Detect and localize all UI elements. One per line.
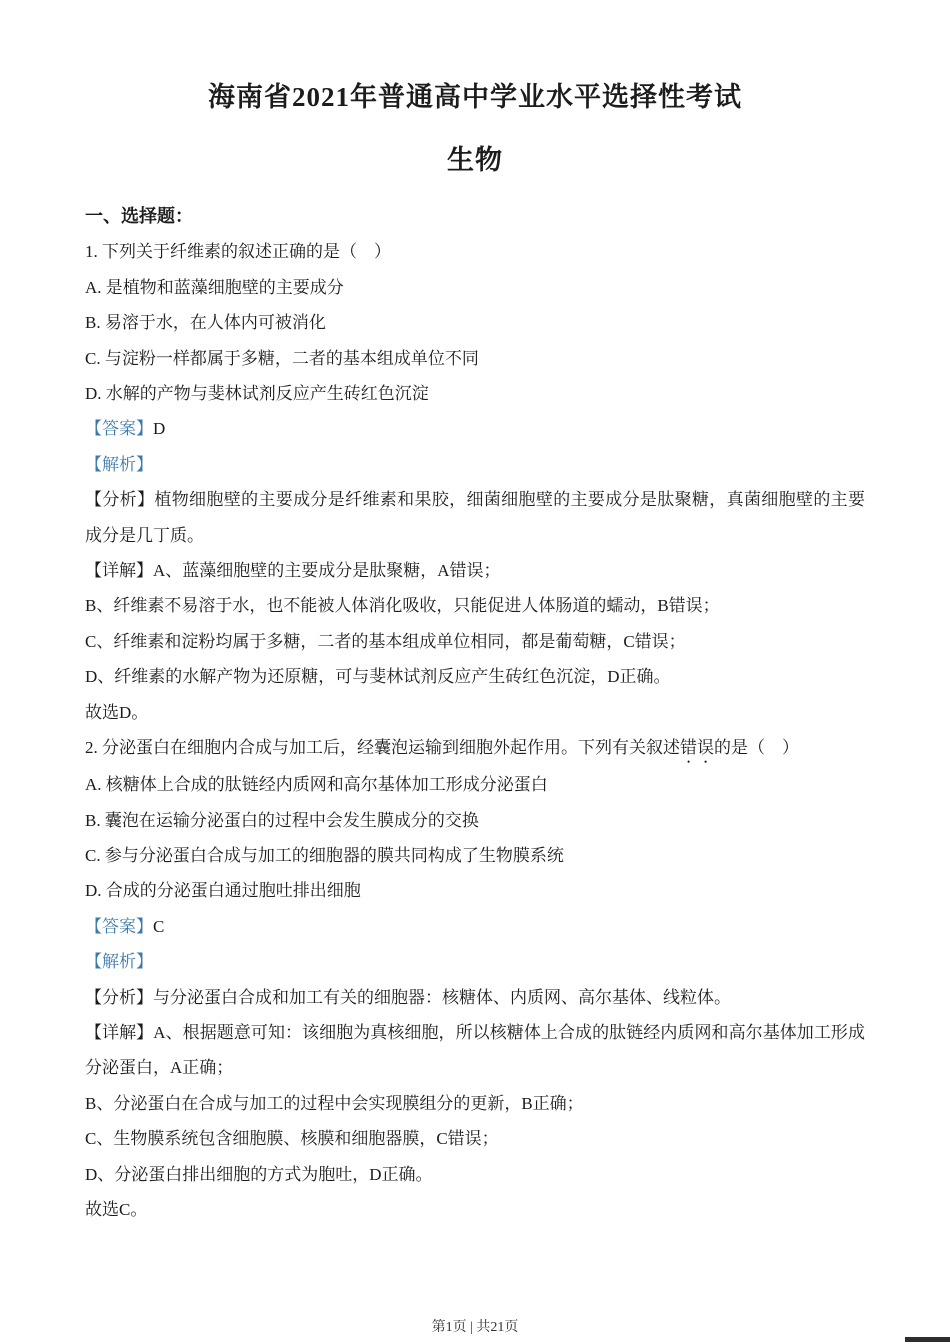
- page-footer: [0, 1318, 950, 1338]
- paragraph-line: [85, 270, 865, 305]
- text-segment: B、分泌蛋白在合成与加工的过程中会实现膜组分的更新，B正确；: [85, 1093, 584, 1113]
- page-indicator: 第1页 | 共21页: [431, 1320, 519, 1335]
- paragraph-line: [85, 376, 865, 411]
- label-bracket-blue: 【答案】: [85, 916, 153, 936]
- paragraph-line: [85, 1157, 865, 1192]
- text-segment: 【详解】A、根据题意可知：该细胞为真核细胞，所以核糖体上合成的肽链经内质网和高尔基体加工形成分泌蛋白，A正确；: [85, 1022, 865, 1078]
- text-segment: C、生物膜系统包含细胞膜、核膜和细胞器膜，C错误；: [85, 1129, 499, 1149]
- emphasized-text: 错误: [680, 738, 714, 758]
- paragraph-line: [85, 1121, 865, 1156]
- text-segment: A. 是植物和蓝藻细胞壁的主要成分: [85, 277, 344, 297]
- text-segment: 2. 分泌蛋白在细胞内合成与加工后，经囊泡运输到细胞外起作用。下列有关叙述: [85, 738, 680, 758]
- paragraph-line: [85, 838, 865, 873]
- paragraph-line: [85, 1086, 865, 1121]
- paragraph-line: [85, 803, 865, 838]
- paragraph-line: [85, 411, 865, 446]
- paragraph-line: [85, 482, 865, 553]
- paragraph-line: [85, 695, 865, 730]
- text-segment: 一、选择题：: [85, 206, 193, 226]
- document-body: [85, 199, 865, 1227]
- text-segment: D、分泌蛋白排出细胞的方式为胞吐，D正确。: [85, 1164, 433, 1184]
- label-bracket-blue: 【解析】: [85, 952, 153, 972]
- paragraph-line: [85, 980, 865, 1015]
- document-title: 海南省2021年普通高中学业水平选择性考试: [208, 82, 742, 112]
- text-segment: D: [153, 419, 166, 439]
- text-segment: 【分析】植物细胞壁的主要成分是纤维素和果胶，细菌细胞壁的主要成分是肽聚糖，真菌细胞壁的主要成分是几丁质。: [85, 490, 865, 545]
- text-segment: D. 水解的产物与斐林试剂反应产生砖红色沉淀: [85, 384, 429, 404]
- paragraph-line: [85, 659, 865, 694]
- paragraph-line: [85, 553, 865, 588]
- text-segment: B、纤维素不易溶于水，也不能被人体消化吸收，只能促进人体肠道的蠕动，B错误；: [85, 596, 720, 616]
- text-segment: 【分析】与分泌蛋白合成和加工有关的细胞器：核糖体、内质网、高尔基体、线粒体。: [85, 987, 731, 1007]
- text-segment: C. 参与分泌蛋白合成与加工的细胞器的膜共同构成了生物膜系统: [85, 845, 564, 865]
- text-segment: D. 合成的分泌蛋白通过胞吐排出细胞: [85, 881, 361, 901]
- paragraph-line: [85, 624, 865, 659]
- paragraph-line: [85, 730, 865, 767]
- text-segment: B. 囊泡在运输分泌蛋白的过程中会发生膜成分的交换: [85, 810, 479, 830]
- text-segment: 1. 下列关于纤维素的叙述正确的是（ ）: [85, 242, 391, 262]
- document-subtitle: 生物: [447, 145, 503, 175]
- paragraph-line: [85, 944, 865, 979]
- paragraph-line: [85, 1015, 865, 1086]
- text-segment: 【详解】A、蓝藻细胞壁的主要成分是肽聚糖，A错误；: [85, 561, 501, 581]
- text-segment: B. 易溶于水，在人体内可被消化: [85, 313, 326, 333]
- paragraph-line: [85, 588, 865, 623]
- paragraph-line: [85, 767, 865, 802]
- text-segment: 故选D。: [85, 702, 149, 722]
- text-segment: C、纤维素和淀粉均属于多糖，二者的基本组成单位相同，都是葡萄糖，C错误；: [85, 631, 686, 651]
- paragraph-line: [85, 341, 865, 376]
- text-segment: D、纤维素的水解产物为还原糖，可与斐林试剂反应产生砖红色沉淀，D正确。: [85, 667, 671, 687]
- text-segment: 故选C。: [85, 1199, 148, 1219]
- text-segment: A. 核糖体上合成的肽链经内质网和高尔基体加工形成分泌蛋白: [85, 775, 548, 795]
- paragraph-line: [85, 234, 865, 269]
- text-segment: C. 与淀粉一样都属于多糖，二者的基本组成单位不同: [85, 348, 479, 368]
- paragraph-line: [85, 873, 865, 908]
- text-segment: 的是（ ）: [714, 738, 799, 758]
- text-segment: C: [153, 916, 165, 936]
- paragraph-line: [85, 199, 865, 234]
- label-bracket-blue: 【答案】: [85, 419, 153, 439]
- scrollbar-horizontal-thumb[interactable]: [905, 1337, 950, 1342]
- paragraph-line: [85, 305, 865, 340]
- label-bracket-blue: 【解析】: [85, 454, 153, 474]
- paragraph-line: [85, 447, 865, 482]
- paragraph-line: [85, 909, 865, 944]
- paragraph-line: [85, 1192, 865, 1227]
